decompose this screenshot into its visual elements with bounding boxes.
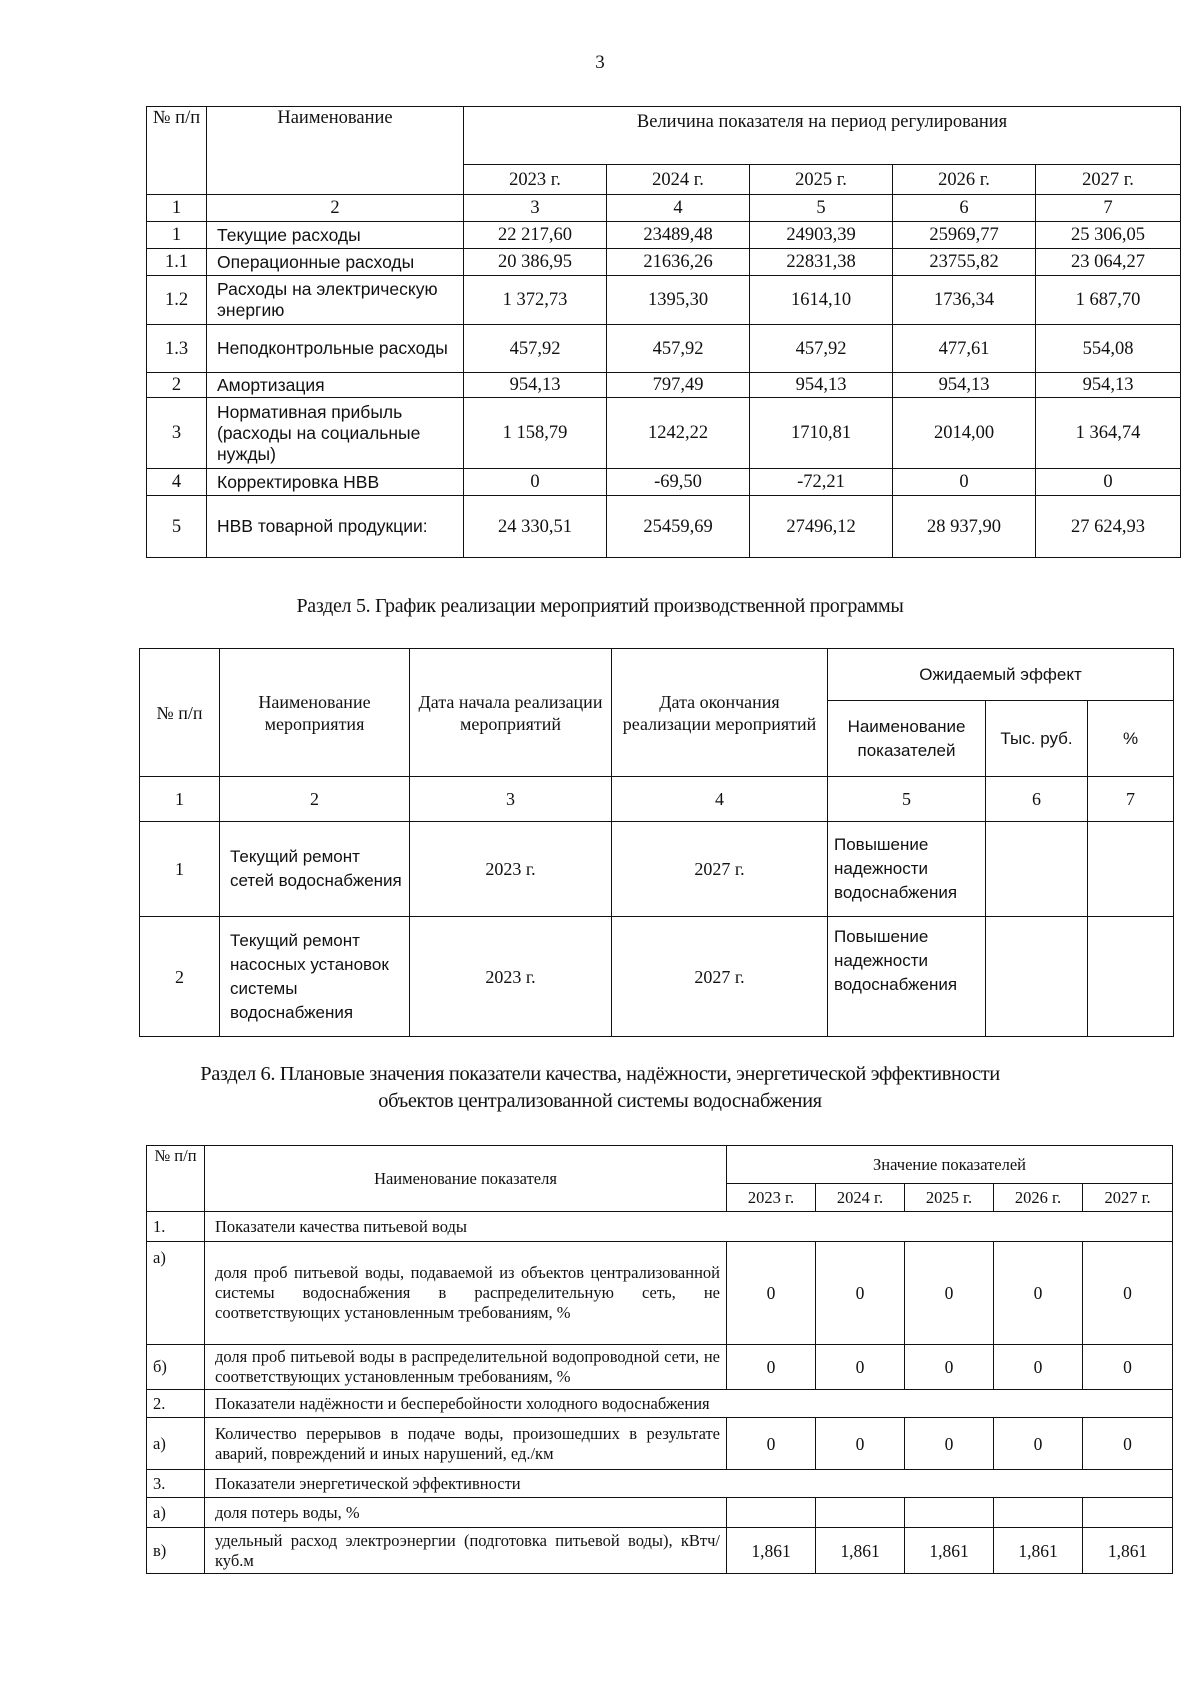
- row-value: 0: [1036, 469, 1181, 496]
- section5-title: Раздел 5. График реализации мероприятий производственной программы: [296, 595, 904, 617]
- row-num: 2: [140, 917, 220, 1037]
- row-rub: [986, 917, 1088, 1037]
- row-value: 25969,77: [893, 222, 1036, 249]
- row-value: 0: [905, 1345, 994, 1390]
- header-event-name: Наименование мероприятия: [220, 649, 410, 777]
- index-cell: 1: [147, 195, 207, 222]
- table-row: [147, 1528, 1173, 1574]
- row-start-date: 2023 г.: [410, 822, 612, 917]
- row-name: Нормативная прибыль (расходы на социальные нужды): [207, 398, 464, 469]
- index-cell: 6: [893, 195, 1036, 222]
- row-value: 0: [816, 1418, 905, 1470]
- header-indicator-name: Наименование показателя: [205, 1146, 727, 1212]
- row-value: 0: [905, 1418, 994, 1470]
- year-header: 2024 г.: [607, 165, 750, 195]
- row-value: 0: [994, 1345, 1083, 1390]
- row-value: [727, 1498, 816, 1528]
- header-name: Наименование: [207, 107, 464, 195]
- index-row: [147, 195, 1181, 222]
- header-num: № п/п: [147, 107, 207, 195]
- year-header: 2023 г.: [464, 165, 607, 195]
- index-cell: 2: [220, 777, 410, 822]
- section6-title-line1: Раздел 6. Плановые значения показатели качества, надёжности, энергетической эффективности: [200, 1063, 1000, 1085]
- index-cell: 6: [986, 777, 1088, 822]
- row-value: 1,861: [994, 1528, 1083, 1574]
- row-value: 22 217,60: [464, 222, 607, 249]
- row-value: 1,861: [727, 1528, 816, 1574]
- group-row: [147, 1390, 1173, 1418]
- row-value: 20 386,95: [464, 249, 607, 276]
- page-number: 3: [595, 52, 605, 73]
- row-rub: [986, 822, 1088, 917]
- index-cell: 5: [828, 777, 986, 822]
- row-value: 0: [893, 469, 1036, 496]
- row-value: 0: [727, 1418, 816, 1470]
- row-value: 27496,12: [750, 496, 893, 558]
- index-cell: 7: [1088, 777, 1174, 822]
- year-header: 2027 г.: [1036, 165, 1181, 195]
- group-row: [147, 1212, 1173, 1242]
- row-value: 23 064,27: [1036, 249, 1181, 276]
- row-num: в): [147, 1528, 205, 1574]
- index-cell: 3: [464, 195, 607, 222]
- row-name: Амортизация: [207, 373, 464, 398]
- group-num: 3.: [147, 1470, 205, 1498]
- group-row: [147, 1470, 1173, 1498]
- row-value: -69,50: [607, 469, 750, 496]
- row-value: 0: [727, 1345, 816, 1390]
- row-value: 0: [816, 1242, 905, 1345]
- row-num: а): [147, 1418, 205, 1470]
- row-start-date: 2023 г.: [410, 917, 612, 1037]
- header-num: № п/п: [140, 649, 220, 777]
- row-name: доля проб питьевой воды в распределительной водопроводной сети, не соответствующих установленным требованиям, %: [205, 1345, 727, 1390]
- row-value: 23489,48: [607, 222, 750, 249]
- index-cell: 5: [750, 195, 893, 222]
- header-indicator-name: Наименование показателей: [828, 701, 986, 777]
- row-event-name: Текущий ремонт насосных установок системы водоснабжения: [220, 917, 410, 1037]
- year-header: 2025 г.: [750, 165, 893, 195]
- row-value: 1710,81: [750, 398, 893, 469]
- row-num: б): [147, 1345, 205, 1390]
- group-title: Показатели надёжности и бесперебойности холодного водоснабжения: [205, 1390, 1173, 1418]
- row-percent: [1088, 822, 1174, 917]
- row-value: 0: [994, 1242, 1083, 1345]
- row-value: [816, 1498, 905, 1528]
- table-row: [147, 1498, 1173, 1528]
- row-value: 0: [994, 1418, 1083, 1470]
- row-num: 3: [147, 398, 207, 469]
- row-value: 457,92: [607, 325, 750, 373]
- row-value: 1 158,79: [464, 398, 607, 469]
- row-value: 24903,39: [750, 222, 893, 249]
- row-value: 1,861: [816, 1528, 905, 1574]
- row-value: 25 306,05: [1036, 222, 1181, 249]
- year-header: 2027 г.: [1083, 1184, 1173, 1212]
- table-row: [140, 917, 1174, 1037]
- section6-indicators-table: [146, 1145, 1173, 1574]
- section5-schedule-table: [139, 648, 1174, 1037]
- row-value: 554,08: [1036, 325, 1181, 373]
- row-indicator: Повышение надежности водоснабжения: [828, 822, 986, 917]
- row-value: 797,49: [607, 373, 750, 398]
- row-value: 1,861: [905, 1528, 994, 1574]
- row-name: Корректировка НВВ: [207, 469, 464, 496]
- row-num: 1: [140, 822, 220, 917]
- group-title: Показатели энергетической эффективности: [205, 1470, 1173, 1498]
- row-num: а): [147, 1242, 205, 1345]
- table-row: [147, 1345, 1173, 1390]
- group-num: 2.: [147, 1390, 205, 1418]
- row-value: 954,13: [750, 373, 893, 398]
- row-name: НВВ товарной продукции:: [207, 496, 464, 558]
- row-value: 0: [1083, 1242, 1173, 1345]
- table-row: [147, 496, 1181, 558]
- row-value: 1 687,70: [1036, 276, 1181, 325]
- year-header: 2023 г.: [727, 1184, 816, 1212]
- index-cell: 7: [1036, 195, 1181, 222]
- row-num: 1.3: [147, 325, 207, 373]
- row-value: -72,21: [750, 469, 893, 496]
- row-value: 477,61: [893, 325, 1036, 373]
- row-value: 1395,30: [607, 276, 750, 325]
- row-indicator: Повышение надежности водоснабжения: [828, 917, 986, 1037]
- group-num: 1.: [147, 1212, 205, 1242]
- group-title: Показатели качества питьевой воды: [205, 1212, 1173, 1242]
- header-thousand-rub: Тыс. руб.: [986, 701, 1088, 777]
- row-name: доля потерь воды, %: [205, 1498, 727, 1528]
- row-value: 24 330,51: [464, 496, 607, 558]
- row-value: 0: [905, 1242, 994, 1345]
- row-value: 25459,69: [607, 496, 750, 558]
- row-value: [994, 1498, 1083, 1528]
- row-value: 2014,00: [893, 398, 1036, 469]
- row-num: 1.1: [147, 249, 207, 276]
- table-row: [140, 822, 1174, 917]
- index-cell: 4: [607, 195, 750, 222]
- row-value: 1,861: [1083, 1528, 1173, 1574]
- year-header: 2024 г.: [816, 1184, 905, 1212]
- row-end-date: 2027 г.: [612, 917, 828, 1037]
- index-cell: 4: [612, 777, 828, 822]
- row-name: Текущие расходы: [207, 222, 464, 249]
- row-value: 21636,26: [607, 249, 750, 276]
- table-row: [147, 222, 1181, 249]
- row-value: 22831,38: [750, 249, 893, 276]
- table-row: [147, 469, 1181, 496]
- row-value: 457,92: [750, 325, 893, 373]
- index-row: [140, 777, 1174, 822]
- row-name: Количество перерывов в подаче воды, произошедших в результате аварий, повреждений и иных нарушений, ед./км: [205, 1418, 727, 1470]
- row-num: 1.2: [147, 276, 207, 325]
- header-expected-effect: Ожидаемый эффект: [828, 649, 1174, 701]
- row-percent: [1088, 917, 1174, 1037]
- header-end-date: Дата окончания реализации мероприятий: [612, 649, 828, 777]
- row-value: 0: [727, 1242, 816, 1345]
- row-num: 4: [147, 469, 207, 496]
- row-end-date: 2027 г.: [612, 822, 828, 917]
- row-name: доля проб питьевой воды, подаваемой из объектов централизованной системы водоснабжения в распределительную сеть, не соответствующих установленным требованиям, %: [205, 1242, 727, 1345]
- row-num: 2: [147, 373, 207, 398]
- index-cell: 2: [207, 195, 464, 222]
- row-name: удельный расход электроэнергии (подготовка питьевой воды), кВтч/куб.м: [205, 1528, 727, 1574]
- row-value: 457,92: [464, 325, 607, 373]
- table-row: [147, 1418, 1173, 1470]
- row-value: [905, 1498, 994, 1528]
- row-value: 1 372,73: [464, 276, 607, 325]
- row-num: 1: [147, 222, 207, 249]
- row-name: Неподконтрольные расходы: [207, 325, 464, 373]
- row-value: 954,13: [464, 373, 607, 398]
- year-header: 2025 г.: [905, 1184, 994, 1212]
- row-value: 954,13: [1036, 373, 1181, 398]
- section6-title-line2: объектов централизованной системы водоснабжения: [378, 1090, 822, 1112]
- row-event-name: Текущий ремонт сетей водоснабжения: [220, 822, 410, 917]
- row-value: 1736,34: [893, 276, 1036, 325]
- row-value: 28 937,90: [893, 496, 1036, 558]
- row-value: 1614,10: [750, 276, 893, 325]
- row-value: 954,13: [893, 373, 1036, 398]
- table-row: [147, 325, 1181, 373]
- header-percent: %: [1088, 701, 1174, 777]
- header-period: Величина показателя на период регулирования: [464, 107, 1181, 165]
- financial-indicators-table: [146, 106, 1181, 558]
- table-row: [147, 373, 1181, 398]
- row-value: 0: [464, 469, 607, 496]
- row-value: 0: [816, 1345, 905, 1390]
- year-header: 2026 г.: [893, 165, 1036, 195]
- header-num: № п/п: [147, 1146, 205, 1212]
- table-row: [147, 249, 1181, 276]
- row-name: Операционные расходы: [207, 249, 464, 276]
- row-value: 0: [1083, 1345, 1173, 1390]
- row-value: [1083, 1498, 1173, 1528]
- row-num: а): [147, 1498, 205, 1528]
- index-cell: 1: [140, 777, 220, 822]
- row-value: 0: [1083, 1418, 1173, 1470]
- row-name: Расходы на электрическую энергию: [207, 276, 464, 325]
- row-value: 23755,82: [893, 249, 1036, 276]
- row-num: 5: [147, 496, 207, 558]
- table-row: [147, 398, 1181, 469]
- year-header: 2026 г.: [994, 1184, 1083, 1212]
- table-row: [147, 276, 1181, 325]
- index-cell: 3: [410, 777, 612, 822]
- header-values: Значение показателей: [727, 1146, 1173, 1184]
- row-value: 1242,22: [607, 398, 750, 469]
- row-value: 27 624,93: [1036, 496, 1181, 558]
- row-value: 1 364,74: [1036, 398, 1181, 469]
- table-row: [147, 1242, 1173, 1345]
- header-start-date: Дата начала реализации мероприятий: [410, 649, 612, 777]
